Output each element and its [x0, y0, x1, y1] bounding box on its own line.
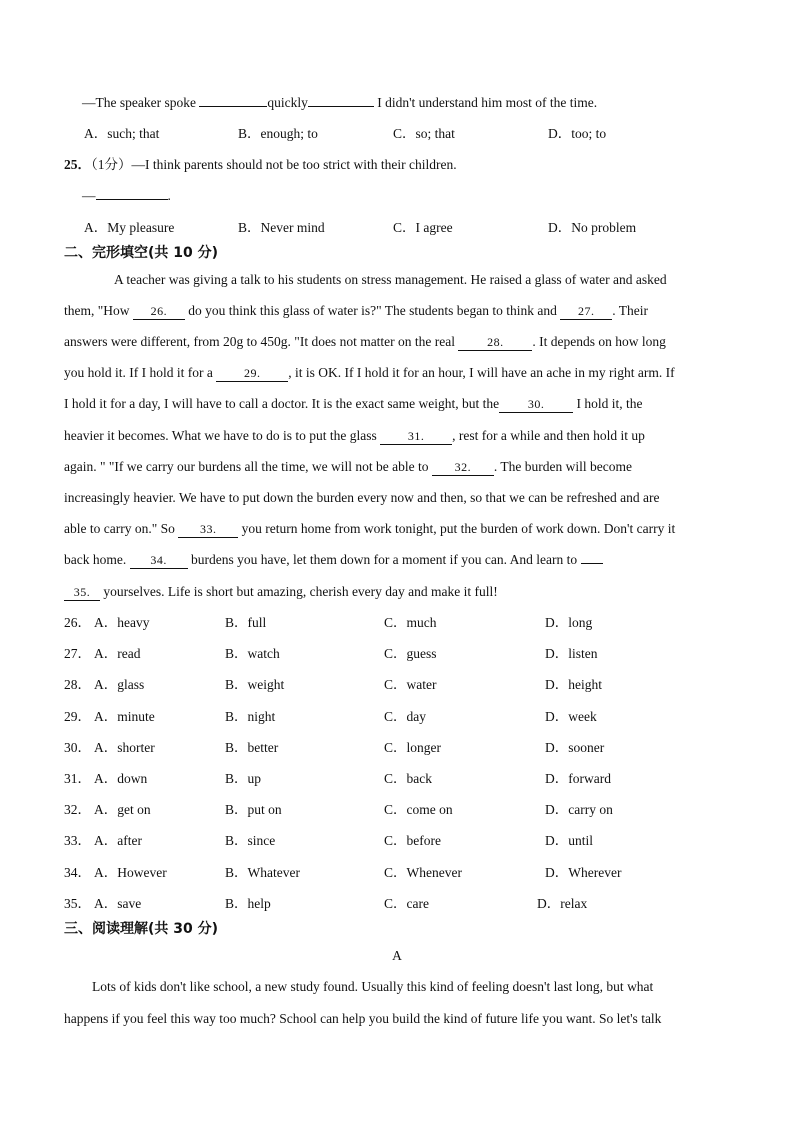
blank-29[interactable]: 29. [216, 366, 288, 382]
option-row-number: 28． [64, 677, 91, 693]
q25-blank[interactable] [96, 199, 168, 200]
q25-option-d[interactable]: D．No problem [548, 220, 637, 235]
option-a[interactable]: A．glass [94, 677, 145, 693]
option-a[interactable]: A．get on [94, 802, 151, 818]
option-row-number: 35． [64, 895, 91, 911]
option-a[interactable]: A．down [94, 771, 148, 786]
cloze-line-6: heavier it becomes. What we have to do is to put the glass 31. , rest for a while and then hold it up [64, 428, 645, 443]
blank-35[interactable]: 35. [64, 585, 100, 601]
option-row-number: 26． [64, 615, 91, 630]
option-b[interactable]: B．since [225, 833, 276, 849]
q25-score: （1分） [91, 157, 132, 172]
cloze-line-1: A teacher was giving a talk to his students on stress management. He raised a glass of water and asked [114, 272, 667, 287]
option-b[interactable]: B．night [225, 708, 276, 724]
option-row-number: 32． [64, 802, 91, 818]
option-row-number: 31． [64, 771, 91, 786]
cloze-line-3: answers were different, from 20g to 450g. "It does not matter on the real 28. . It depends on how long [64, 334, 666, 349]
cloze-line-5: I hold it for a day, I will have to call a doctor. It is the exact same weight, but the 30. I hold it, the [64, 396, 643, 411]
q24-option-c[interactable]: C．so; that [393, 126, 455, 141]
option-d[interactable]: D．sooner [545, 739, 605, 755]
passage-a-label: A [392, 948, 402, 963]
option-c[interactable]: C．day [384, 708, 426, 724]
option-a[interactable]: A．However [94, 864, 167, 880]
option-d[interactable]: D．carry on [545, 802, 613, 818]
option-a[interactable]: A．save [94, 895, 142, 911]
option-b[interactable]: B．up [225, 771, 262, 786]
option-c[interactable]: C．before [384, 833, 441, 849]
option-c[interactable]: C．longer [384, 739, 441, 755]
option-b[interactable]: B．weight [225, 677, 285, 693]
option-b[interactable]: B．help [225, 895, 271, 911]
q24-stem: —The speaker spoke quickly I didn't understand him most of the time. [82, 95, 598, 110]
option-b[interactable]: B．put on [225, 802, 282, 818]
option-d[interactable]: D．height [545, 677, 602, 693]
option-c[interactable]: C．guess [384, 646, 437, 662]
blank-31[interactable]: 31. [380, 429, 452, 445]
q24-blank-2[interactable] [308, 106, 374, 107]
blank-35-start[interactable] [581, 563, 603, 564]
option-c[interactable]: C．come on [384, 802, 453, 818]
option-b[interactable]: B．watch [225, 646, 280, 662]
reading-line-1: Lots of kids don't like school, a new study found. Usually this kind of feeling doesn't last long, but what [92, 979, 654, 994]
q25-number: 25． [64, 157, 91, 172]
option-b[interactable]: B．better [225, 739, 279, 755]
q25-option-c[interactable]: C．I agree [393, 220, 453, 235]
option-d[interactable]: D．Wherever [545, 864, 622, 880]
option-d[interactable]: D．relax [537, 895, 588, 911]
option-d[interactable]: D．long [545, 615, 593, 630]
option-c[interactable]: C．Whenever [384, 864, 462, 880]
blank-28[interactable]: 28. [458, 335, 532, 351]
option-row-number: 33． [64, 833, 91, 849]
q25-option-b[interactable]: B．Never mind [238, 220, 325, 235]
option-c[interactable]: C．much [384, 615, 437, 630]
option-row-number: 34． [64, 864, 91, 880]
option-c[interactable]: C．water [384, 677, 437, 693]
option-row-number: 29． [64, 708, 91, 724]
option-c[interactable]: C．care [384, 895, 429, 911]
cloze-line-8: increasingly heavier. We have to put down the burden every now and then, so that we can be refreshed and are [64, 490, 660, 505]
blank-27[interactable]: 27. [560, 304, 612, 320]
option-a[interactable]: A．minute [94, 708, 155, 724]
cloze-line-2: them, "How 26. do you think this glass of water is?" The students began to think and 27. . Their [64, 303, 648, 318]
cloze-line-7: again. " "If we carry our burdens all the time, we will not be able to 32. . The burden will become [64, 459, 632, 474]
section-2-title: 二、完形填空(共 10 分) [64, 245, 219, 261]
option-a[interactable]: A．read [94, 646, 141, 662]
option-row-number: 30． [64, 739, 91, 755]
q24-option-a[interactable]: A．such; that [84, 126, 160, 141]
blank-34[interactable]: 34. [130, 553, 188, 569]
q25-option-a[interactable]: A．My pleasure [84, 220, 175, 235]
cloze-line-11: 35. yourselves. Life is short but amazing, cherish every day and make it full! [64, 583, 498, 601]
option-a[interactable]: A．heavy [94, 615, 150, 630]
reading-line-2: happens if you feel this way too much? School can help you build the kind of future life you want. So let's talk [64, 1011, 662, 1026]
q25-stem: 25．（1分）—I think parents should not be too strict with their children. [64, 157, 457, 172]
cloze-line-4: you hold it. If I hold it for a 29. , it is OK. If I hold it for an hour, I will have an ache in my right arm. If [64, 365, 675, 380]
option-b[interactable]: B．Whatever [225, 864, 300, 880]
section-3-title: 三、阅读理解(共 30 分) [64, 921, 219, 937]
option-d[interactable]: D．week [545, 708, 597, 724]
option-a[interactable]: A．shorter [94, 739, 155, 755]
cloze-line-10: back home. 34. burdens you have, let them down for a moment if you can. And learn to [64, 551, 603, 569]
option-b[interactable]: B．full [225, 615, 267, 630]
option-d[interactable]: D．listen [545, 646, 598, 662]
blank-32[interactable]: 32. [432, 460, 494, 476]
option-row-number: 27． [64, 646, 91, 662]
cloze-line-9: able to carry on." So 33. you return home from work tonight, put the burden of work down. Don't carry it [64, 521, 676, 536]
q24-blank-1[interactable] [199, 106, 267, 107]
q24-option-b[interactable]: B．enough; to [238, 126, 318, 141]
blank-30[interactable]: 30. [499, 397, 573, 413]
q24-option-d[interactable]: D．too; to [548, 126, 607, 141]
option-a[interactable]: A．after [94, 833, 142, 849]
option-d[interactable]: D．until [545, 833, 594, 849]
option-d[interactable]: D．forward [545, 771, 611, 786]
blank-33[interactable]: 33. [178, 522, 238, 538]
q25-reply: — . [82, 188, 171, 203]
blank-26[interactable]: 26. [133, 304, 185, 320]
option-c[interactable]: C．back [384, 771, 432, 786]
